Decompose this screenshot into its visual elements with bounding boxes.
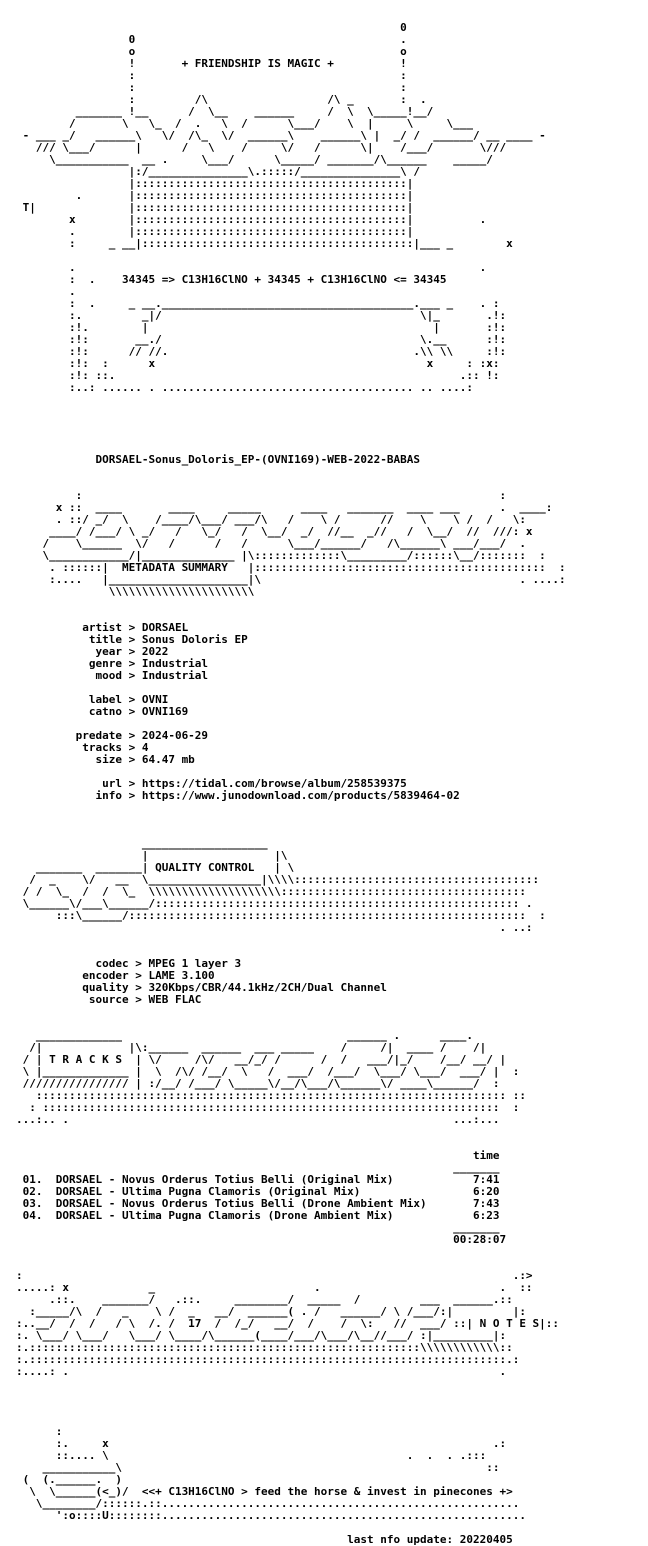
nfo-line: mood > Industrial xyxy=(16,669,209,682)
nfo-line: : . _ __.______________________________________.___ _ . : xyxy=(16,297,500,310)
nfo-line: |:/_______________\.:::::/_______________\ / xyxy=(16,165,487,178)
nfo-line: / \______ \/ / / / \___/______/ /\______\ ___/___/ . xyxy=(16,537,526,550)
nfo-line: x |:::::::::::::::::::::::::::::::::::::::::| . xyxy=(16,213,487,226)
nfo-line: \\\\\\\\\\\\\\\\\\\\\\ xyxy=(16,585,255,598)
nfo-line: ___________\ :: xyxy=(16,1461,500,1474)
nfo-line xyxy=(16,1402,648,1414)
nfo-line xyxy=(16,1390,648,1402)
nfo-line xyxy=(16,1006,648,1018)
nfo-line: 0 xyxy=(16,21,407,34)
nfo-line: : xyxy=(16,1425,63,1438)
nfo-line: / | T R A C K S | \/ /\/ __/_/ / / / ___/|_/ /__/ __/ | xyxy=(16,1053,507,1066)
nfo-line: DORSAEL-Sonus_Doloris_EP-(OVNI169)-WEB-2022-BABAS xyxy=(16,453,420,466)
nfo-line: : _ __|:::::::::::::::::::::::::::::::::::::::::|___ _ x xyxy=(16,237,513,250)
nfo-line: :::\______/:::::::::::::::::::::::::::::::::::::::::::::::::::::::::::: : xyxy=(16,909,546,922)
nfo-line xyxy=(16,802,648,814)
nfo-line: :. \___/ \___/ \___/ \____/\______(____/___/\___/\__//___/ :|_________|: xyxy=(16,1329,507,1342)
nfo-line: ___________________ xyxy=(16,837,268,850)
nfo-line: | |\ xyxy=(16,849,288,862)
nfo-line: predate > 2024-06-29 xyxy=(16,729,209,742)
nfo-line: _______ xyxy=(16,1221,500,1234)
nfo-line: year > 2022 xyxy=(16,645,169,658)
nfo-line: . ..: xyxy=(16,921,533,934)
nfo-line: / \ \_ / . \ / \___/ \ | \ \___ xyxy=(16,117,473,130)
nfo-line: :_____/\ / _ \ / _ __/ ______( . / ______/ \ /___/:| |: xyxy=(16,1305,526,1318)
nfo-line: :..: ...... . ...................................... .. ....: xyxy=(16,381,473,394)
nfo-line: :.... |_____________________|\ . ....: xyxy=(16,573,566,586)
nfo-line: label > OVNI xyxy=(16,693,169,706)
nfo-line: :.::::::::::::::::::::::::::::::::::::::::::::::::::::::::::::::::::::::::.: xyxy=(16,1353,520,1366)
nfo-line: ____/ /___/ \ _/ / \_/ / \__/ _/ //__ _// / \__/ // ///: x xyxy=(16,525,533,538)
nfo-line xyxy=(16,430,648,442)
nfo-line: .....: x _ . . :: xyxy=(16,1281,533,1294)
nfo-line: :!: : x x : :x: xyxy=(16,357,500,370)
nfo-line: . xyxy=(16,285,76,298)
nfo-line: \ |_____________ | \ /\/ /__/ \ / ___/ /___/ \___/ \___/ ___/ | : xyxy=(16,1065,520,1078)
nfo-line xyxy=(16,1246,648,1258)
nfo-line: _______ _______| QUALITY CONTROL | \ xyxy=(16,861,295,874)
nfo-line: / / \_ / / \_ \\\\\\\\\\\\\\\\\\\\::::::::::::::::::::::::::::::::::::: xyxy=(16,885,526,898)
nfo-line: ::.... \ . . . .::: xyxy=(16,1449,487,1462)
nfo-line xyxy=(16,394,648,406)
nfo-line: : ::::::::::::::::::::::::::::::::::::::::::::::::::::::::::::::::::::: : xyxy=(16,1101,520,1114)
nfo-line: : : xyxy=(16,489,507,502)
nfo-line xyxy=(16,1414,648,1426)
nfo-line: :!: __./ \.__ :!: xyxy=(16,333,507,346)
nfo-line: ::::::::::::::::::::::::::::::::::::::::::::::::::::::::::::::::::::::: :: xyxy=(16,1089,526,1102)
nfo-line: / _ \/ __ \_________________|\\\\::::::::::::::::::::::::::::::::::::: xyxy=(16,873,540,886)
nfo-line: : . 34345 => C13H16ClNO + 34345 + C13H16ClNO <= 34345 xyxy=(16,273,447,286)
nfo-line: :.:::::::::::::::::::::::::::::::::::::::::::::::::::::::::::\\\\\\\\\\\\:: xyxy=(16,1341,513,1354)
nfo-line: artist > DORSAEL xyxy=(16,621,189,634)
nfo-line: o o xyxy=(16,45,407,58)
nfo-line: quality > 320Kbps/CBR/44.1kHz/2CH/Dual Channel xyxy=(16,981,387,994)
nfo-line: . ::/ _/ \ /____/\___/ ___/\ / \ / // \ \ / / \: xyxy=(16,513,526,526)
nfo-line: : .:> xyxy=(16,1269,533,1282)
nfo-line: . ::::::| METADATA SUMMARY |:::::::::::::::::::::::::::::::::::::::::::: : xyxy=(16,561,566,574)
nfo-line: .::. _______/ .::. ________/ _____ / ___ ______.:: xyxy=(16,1293,513,1306)
nfo-line: 04. DORSAEL - Ultima Pugna Clamoris (Drone Ambient Mix) 6:23 xyxy=(16,1209,500,1222)
nfo-line: size > 64.47 mb xyxy=(16,753,195,766)
nfo-line: :..__/ / / / \ /. / 17 / /_/ __/ / / \: // ___/ ::| N O T E S|:: xyxy=(16,1317,560,1330)
nfo-line: 02. DORSAEL - Ultima Pugna Clamoris (Original Mix) 6:20 xyxy=(16,1185,500,1198)
nfo-line: _______ xyxy=(16,1161,500,1174)
nfo-line: |:::::::::::::::::::::::::::::::::::::::::| xyxy=(16,177,414,190)
nfo-line: x :: ____ ____ _____ ____ _______ ____ ___ . ____: xyxy=(16,501,553,514)
nfo-line: \ \______(<_)/ <<+ C13H16ClNO > feed the horse & invest in pinecones +> xyxy=(16,1485,513,1498)
nfo-line: tracks > 4 xyxy=(16,741,149,754)
nfo-line: 00:28:07 xyxy=(16,1233,507,1246)
nfo-line: :!. | | :!: xyxy=(16,321,507,334)
nfo-line: :!: // //. .\\ \\ :!: xyxy=(16,345,507,358)
nfo-line: _____________ ______ . ____. xyxy=(16,1029,473,1042)
nfo-line: catno > OVNI169 xyxy=(16,705,189,718)
nfo-line: ! + FRIENDSHIP IS MAGIC + ! xyxy=(16,57,407,70)
nfo-line xyxy=(16,466,648,478)
nfo-line: \____________/|______________ |\:::::::::::::\_________/::::::\__/::::::: : xyxy=(16,549,546,562)
nfo-line xyxy=(16,1126,648,1138)
nfo-line xyxy=(16,406,648,418)
nfo-line: title > Sonus Doloris EP xyxy=(16,633,248,646)
nfo-line: \___________ __ . \___/ \_____/ _______/\______ _____/ xyxy=(16,153,493,166)
nfo-line: info > https://www.junodownload.com/products/5839464-02 xyxy=(16,789,460,802)
nfo-line: ...:.. . ...:... xyxy=(16,1113,500,1126)
nfo-line: 03. DORSAEL - Novus Orderus Totius Belli (Drone Ambient Mix) 7:43 xyxy=(16,1197,500,1210)
nfo-line: : : xyxy=(16,69,407,82)
nfo-line: /| |\:______ ______ ___ _____ / /| ____ / /| xyxy=(16,1041,487,1054)
nfo-line: . |:::::::::::::::::::::::::::::::::::::::::| xyxy=(16,189,414,202)
nfo-line: : /\ /\ _ : . xyxy=(16,93,427,106)
nfo-line xyxy=(16,418,648,430)
nfo-line: time xyxy=(16,1149,500,1162)
nfo-line: genre > Industrial xyxy=(16,657,209,670)
nfo-line: \______\/___\______/::::::::::::::::::::::::::::::::::::::::::::::::::::::: . xyxy=(16,897,533,910)
nfo-line: . |:::::::::::::::::::::::::::::::::::::::::| xyxy=(16,225,414,238)
nfo-line: 0 . xyxy=(16,33,407,46)
nfo-line: 01. DORSAEL - Novus Orderus Totius Belli (Original Mix) 7:41 xyxy=(16,1173,500,1186)
nfo-line: //////////////// | :/__/ /___/ \_____\/__/\___/\______\/ ____\______/ : xyxy=(16,1077,500,1090)
nfo-line xyxy=(16,1378,648,1390)
nfo-line: codec > MPEG 1 layer 3 xyxy=(16,957,242,970)
nfo-line: \________/::::::.::...................................................... xyxy=(16,1497,520,1510)
nfo-line xyxy=(16,598,648,610)
nfo-line: . . xyxy=(16,261,487,274)
nfo-line: :!: ::. .:: !: xyxy=(16,369,500,382)
nfo-line: source > WEB FLAC xyxy=(16,993,202,1006)
nfo-line: :. _|/ \|_ .!: xyxy=(16,309,507,322)
nfo-line: url > https://tidal.com/browse/album/258539375 xyxy=(16,777,407,790)
nfo-line: _______ !__ / \__ ______ / \ \_____!__/ xyxy=(16,105,447,118)
nfo-line: last nfo update: 20220405 xyxy=(16,1533,513,1546)
nfo-line: - ___ _/ ______\ \/ /\_ \/ ______\ ______\ | _/ / ______/ __ ____ - xyxy=(16,129,546,142)
nfo-line xyxy=(16,814,648,826)
nfo-line xyxy=(16,934,648,946)
nfo-line: encoder > LAME 3.100 xyxy=(16,969,215,982)
nfo-line: :....: . . xyxy=(16,1365,507,1378)
nfo-line: :. x .: xyxy=(16,1437,507,1450)
nfo-line: ( (.______. ) xyxy=(16,1473,122,1486)
nfo-line: T| |:::::::::::::::::::::::::::::::::::::::::| xyxy=(16,201,414,214)
nfo-line: ':o::::U::::::::....................................................... xyxy=(16,1509,526,1522)
nfo-line: /// \___/ | / \ / \/ / \| /___/ \/// xyxy=(16,141,513,154)
nfo-line: : : xyxy=(16,81,407,94)
